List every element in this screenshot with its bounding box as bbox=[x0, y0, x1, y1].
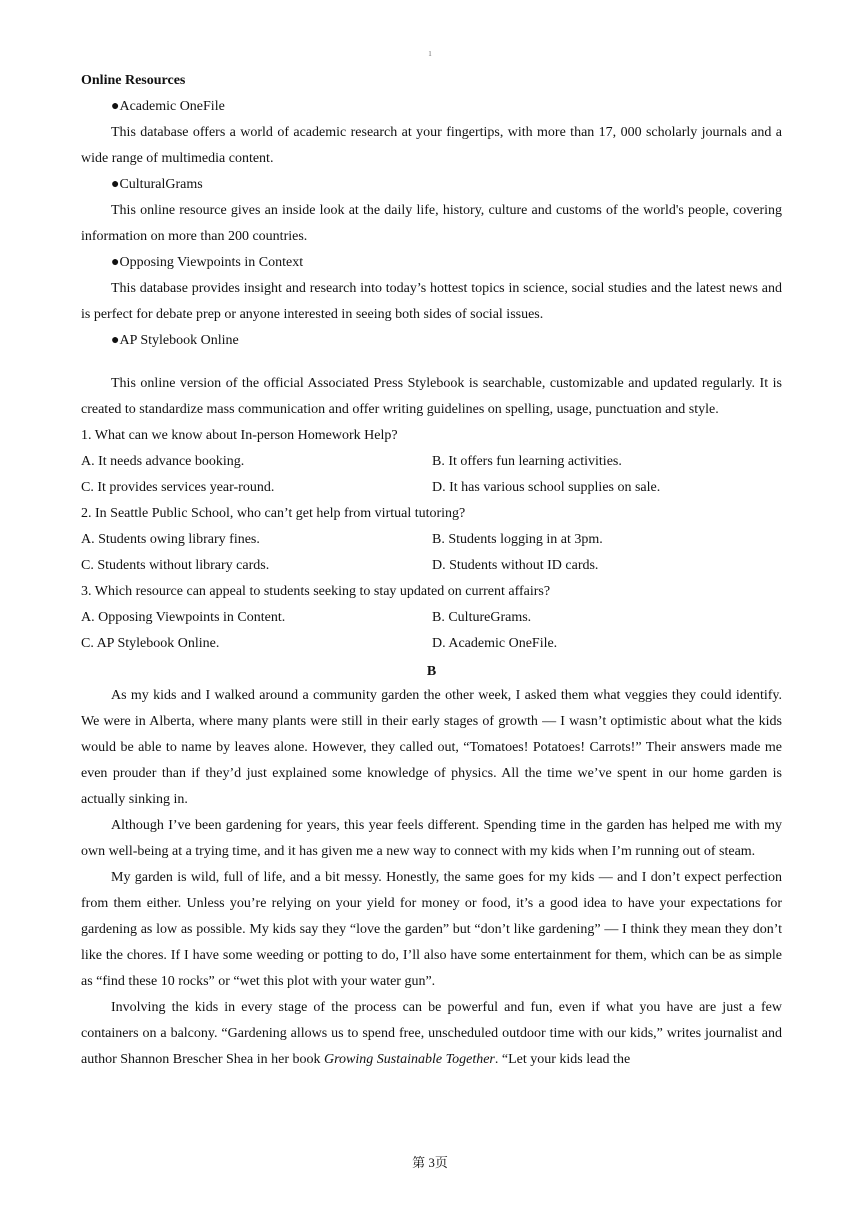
passage-paragraph: Although I’ve been gardening for years, this year feels different. Spending time in the garden has helped me with my own well-being at a trying time, and it has given me a new way to connect with my kids when I’m running out of steam. bbox=[81, 818, 782, 859]
passage-text: Involving the kids in every stage of the process can be powerful and fun, even if what you have are just a few containers on a balcony. “Gardening allows us to spend free, unscheduled outdoor time with our kids,” writes journalist and author Shannon Brescher Shea in her book bbox=[81, 1000, 782, 1067]
resource-name: ●AP Stylebook Online bbox=[111, 333, 239, 348]
section-heading: B bbox=[426, 664, 437, 679]
question-option: D. It has various school supplies on sale. bbox=[432, 480, 661, 495]
page-content bbox=[81, 68, 782, 1073]
resource-name: ●CulturalGrams bbox=[111, 177, 203, 192]
question-options-row bbox=[81, 475, 782, 501]
passage-text: . “Let your kids lead the bbox=[494, 1052, 631, 1067]
question-option: B. It offers fun learning activities. bbox=[432, 454, 622, 469]
page-number: 第 3页 bbox=[412, 1155, 448, 1170]
resource-name: ●Academic OneFile bbox=[111, 99, 225, 114]
question-option: B. Students logging in at 3pm. bbox=[432, 532, 603, 547]
question-option: C. AP Stylebook Online. bbox=[81, 636, 220, 651]
section-title: Online Resources bbox=[81, 73, 186, 88]
question-options-row bbox=[81, 631, 782, 657]
question-stem: 1. What can we know about In-person Homework Help? bbox=[81, 428, 398, 443]
question-stem: 3. Which resource can appeal to students seeking to stay updated on current affairs? bbox=[81, 584, 551, 599]
spacer bbox=[81, 354, 782, 371]
passage-paragraph: My garden is wild, full of life, and a bit messy. Honestly, the same goes for my kids — and I don’t expect perfection from them either. Unless you’re relying on your yield for money or food, it’s a good idea to have your expectations for gardening as low as possible. My kids say they “love the garden” but “don’t like gardening” — I think they mean they don’t like the chores. If I have some weeding or potting to do, I’ll also have some entertainment for them, which can be as simple as “find these 10 rocks” or “wet this plot with your water gun”. bbox=[81, 870, 782, 989]
question-option: A. Students owing library fines. bbox=[81, 532, 260, 547]
question-options-row bbox=[81, 605, 782, 631]
question-option: B. CultureGrams. bbox=[432, 610, 532, 625]
question-option: A. It needs advance booking. bbox=[81, 454, 245, 469]
question-stem: 2. In Seattle Public School, who can’t get help from virtual tutoring? bbox=[81, 506, 466, 521]
question-options-row bbox=[81, 553, 782, 579]
book-title: Growing Sustainable Together bbox=[324, 1052, 495, 1067]
question-options-row bbox=[81, 527, 782, 553]
question-option: C. Students without library cards. bbox=[81, 558, 270, 573]
passage-paragraph: As my kids and I walked around a community garden the other week, I asked them what veggies they could identify. We were in Alberta, where many plants were still in their early stages of growth — I wasn’t optimistic about what the kids would be able to name by leaves alone. However, they called out, “Tomatoes! Potatoes! Carrots!” Their answers made me even prouder than if they’d just explained some knowledge of physics. All the time we’ve spent in our home garden is actually sinking in. bbox=[81, 688, 782, 807]
resource-description: This database offers a world of academic research at your fingertips, with more than 17, 000 scholarly journals and a wide range of multimedia content. bbox=[81, 125, 782, 166]
resource-description: This online resource gives an inside look at the daily life, history, culture and customs of the world's people, covering information on more than 200 countries. bbox=[81, 203, 782, 244]
question-option: D. Students without ID cards. bbox=[432, 558, 599, 573]
resource-description: This database provides insight and research into today’s hottest topics in science, social studies and the latest news and is perfect for debate prep or anyone interested in seeing both sides of social issues. bbox=[81, 281, 782, 322]
header-page-mark: 1 bbox=[428, 50, 432, 58]
question-option: D. Academic OneFile. bbox=[432, 636, 558, 651]
passage-paragraph bbox=[81, 995, 782, 1073]
question-options-row bbox=[81, 449, 782, 475]
question-option: A. Opposing Viewpoints in Content. bbox=[81, 610, 286, 625]
resource-description: This online version of the official Associated Press Stylebook is searchable, customizable and updated regularly. It is created to standardize mass communication and offer writing guidelines on spelling, usage, punctuation and style. bbox=[81, 376, 782, 417]
question-option: C. It provides services year-round. bbox=[81, 480, 275, 495]
resource-name: ●Opposing Viewpoints in Context bbox=[111, 255, 304, 270]
